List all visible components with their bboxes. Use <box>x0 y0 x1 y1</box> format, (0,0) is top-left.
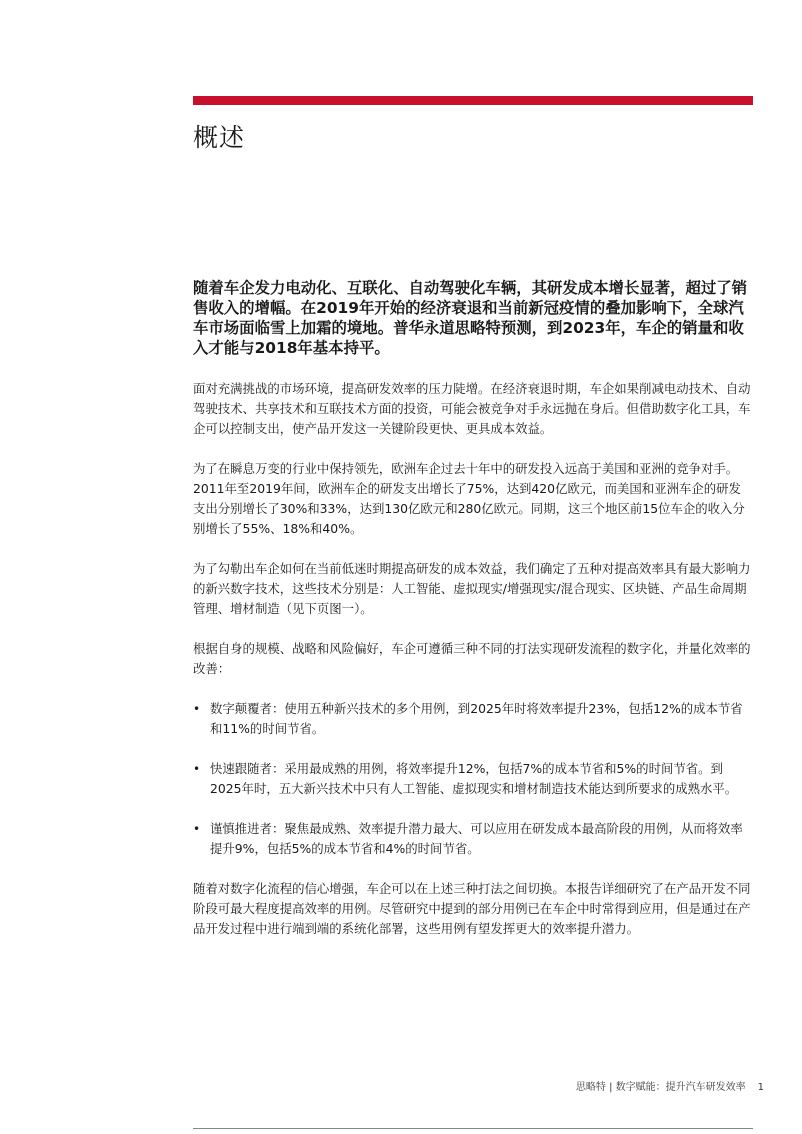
main-content <box>193 278 753 959</box>
body-paragraph: 根据自身的规模、战略和风险偏好，车企可遵循三种不同的打法实现研发流程的数字化，并量化效率的改善： <box>193 641 751 676</box>
list-item-text: 谨慎推进者：聚焦最成熟、效率提升潜力最大、可以应用在研发成本最高阶段的用例，从而将效率提升9%，包括5%的成本节省和4%的时间节省。 <box>210 821 743 856</box>
body-paragraph: 面对充满挑战的市场环境，提高研发效率的压力陡增。在经济衰退时期，车企如果削减电动技术、自动驾驶技术、共享技术和互联技术方面的投资，可能会被竞争对手永远抛在身后。但借助数字化工具，车企可以控制支出，使产品开发这一关键阶段更快、更具成本效益。 <box>193 381 751 436</box>
list-item-text: 数字颠覆者：使用五种新兴技术的多个用例，到2025年时将效率提升23%，包括12%的成本节省和11%的时间节省。 <box>210 701 743 736</box>
page-title: 概述 <box>193 123 246 152</box>
body-paragraph: 为了勾勒出车企如何在当前低迷时期提高研发的成本效益，我们确定了五种对提高效率具有最大影响力的新兴数字技术，这些技术分别是：人工智能、虚拟现实/增强现实/混合现实、区块链、产品生命周期管理、增材制造（见下页图一）。 <box>193 561 751 616</box>
list-item <box>193 759 753 799</box>
closing-paragraph: 随着对数字化流程的信心增强，车企可以在上述三种打法之间切换。本报告详细研究了在产品开发不同阶段可最大程度提高效率的用例。尽管研究中提到的部分用例已在车企中时常得到应用，但是通过在产品开发过程中进行端到端的系统化部署，这些用例有望发挥更大的效率提升潜力。 <box>193 881 751 936</box>
footer-divider <box>193 1128 753 1129</box>
list-item-text: 快速跟随者：采用最成熟的用例，将效率提升12%，包括7%的成本节省和5%的时间节省。到2025年时，五大新兴技术中只有人工智能、虚拟现实和增材制造技术能达到所要求的成熟水平。 <box>210 761 738 796</box>
lead-paragraph: 随着车企发力电动化、互联化、自动驾驶化车辆，其研发成本增长显著，超过了销售收入的增幅。在2019年开始的经济衰退和当前新冠疫情的叠加影响下，全球汽车市场面临雪上加霜的境地。普华永道思略特预测，到2023年，车企的销量和收入才能与2018年基本持平。 <box>193 279 748 357</box>
footer-text: 思略特 | 数字赋能：提升汽车研发效率 <box>575 1082 746 1093</box>
bullet-icon: • <box>193 762 201 776</box>
page-number: 1 <box>757 1082 764 1093</box>
list-item <box>193 699 753 739</box>
strategy-list <box>193 699 753 859</box>
header-accent-bar <box>193 96 753 105</box>
page-footer <box>576 1078 764 1093</box>
body-paragraph: 为了在瞬息万变的行业中保持领先，欧洲车企过去十年中的研发投入远高于美国和亚洲的竞争对手。2011年至2019年间，欧洲车企的研发支出增长了75%，达到420亿欧元，而美国和亚洲车企的研发支出分别增长了30%和33%，达到130亿欧元和280亿欧元。同期，这三个地区前15位车企的收入分别增长了55%、18%和40%。 <box>193 461 745 536</box>
bullet-icon: • <box>193 822 201 836</box>
list-item <box>193 819 753 859</box>
bullet-icon: • <box>193 702 201 716</box>
